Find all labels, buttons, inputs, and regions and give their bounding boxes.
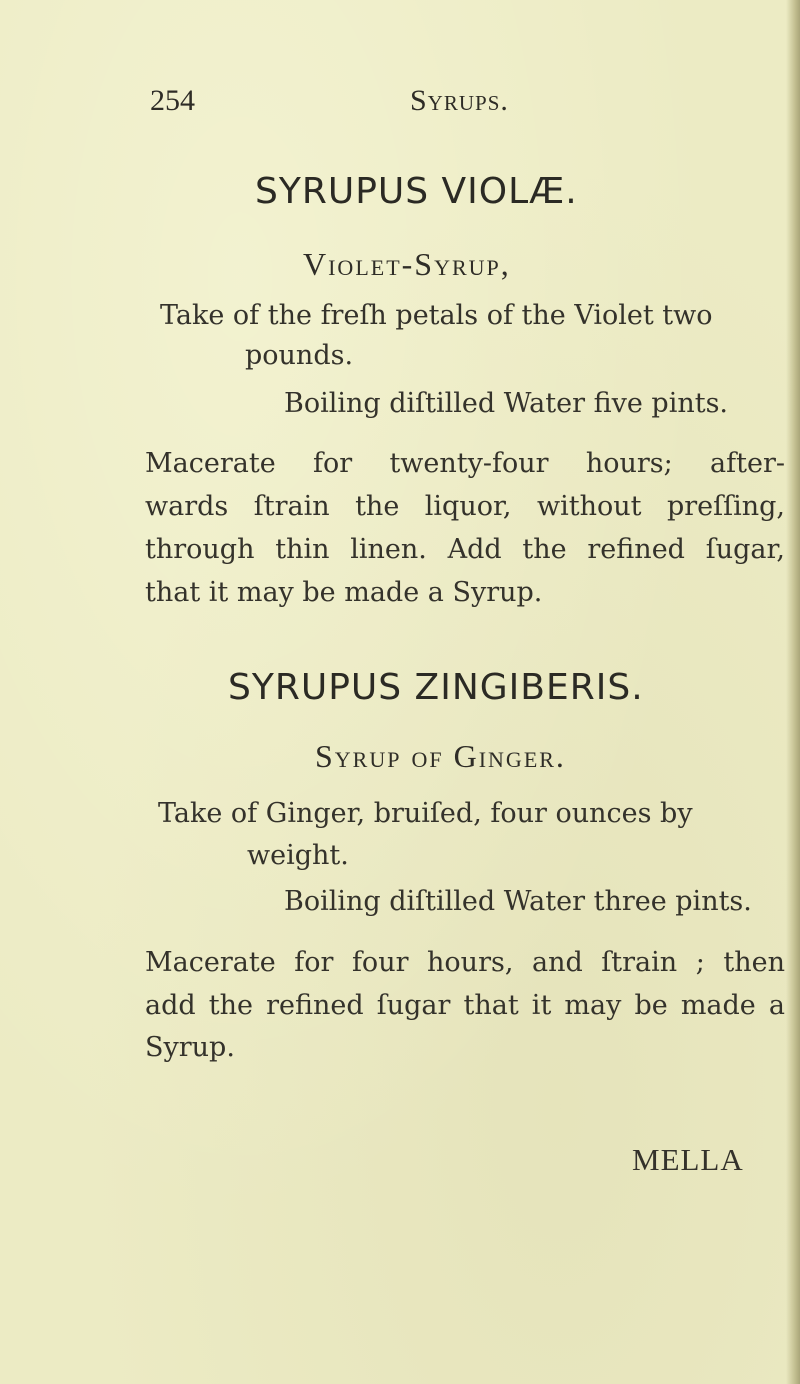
text-line: Macerate for twenty-four hours; after- [145,448,785,479]
text-line: add the refined ſugar that it may be made a [145,990,785,1021]
text-line: Macerate for four hours, and ſtrain ; then [145,947,785,978]
section-subtitle-violet-syrup: Violet-Syrup, [303,246,511,282]
section-title-violae: SYRUPUS VIOLÆ. [255,171,578,212]
text-line: Boiling diſtilled Water three pints. [284,886,752,917]
text-line: Boiling diſtilled Water five pints. [284,388,729,419]
text-line: Take of Ginger, bruiſed, four ounces by [158,798,693,829]
section-subtitle-syrup-of-ginger: Syrup of Ginger. [315,738,566,774]
text-line: that it may be made a Syrup. [145,577,543,608]
running-title: Syrups. [410,84,509,117]
catchword: MELLA [632,1142,744,1177]
text-line: Take of the freſh petals of the Violet two [160,300,713,331]
page-number: 254 [150,84,195,117]
page-edge-shadow [786,0,800,1384]
text-line: wards ſtrain the liquor, without preſſing, [145,491,785,522]
text-line: pounds. [245,340,354,371]
text-line: Syrup. [145,1032,235,1063]
text-line: through thin linen. Add the refined ſugar, [145,534,785,565]
text-line: weight. [247,840,349,871]
section-title-zingiberis: SYRUPUS ZINGIBERIS. [228,667,644,708]
